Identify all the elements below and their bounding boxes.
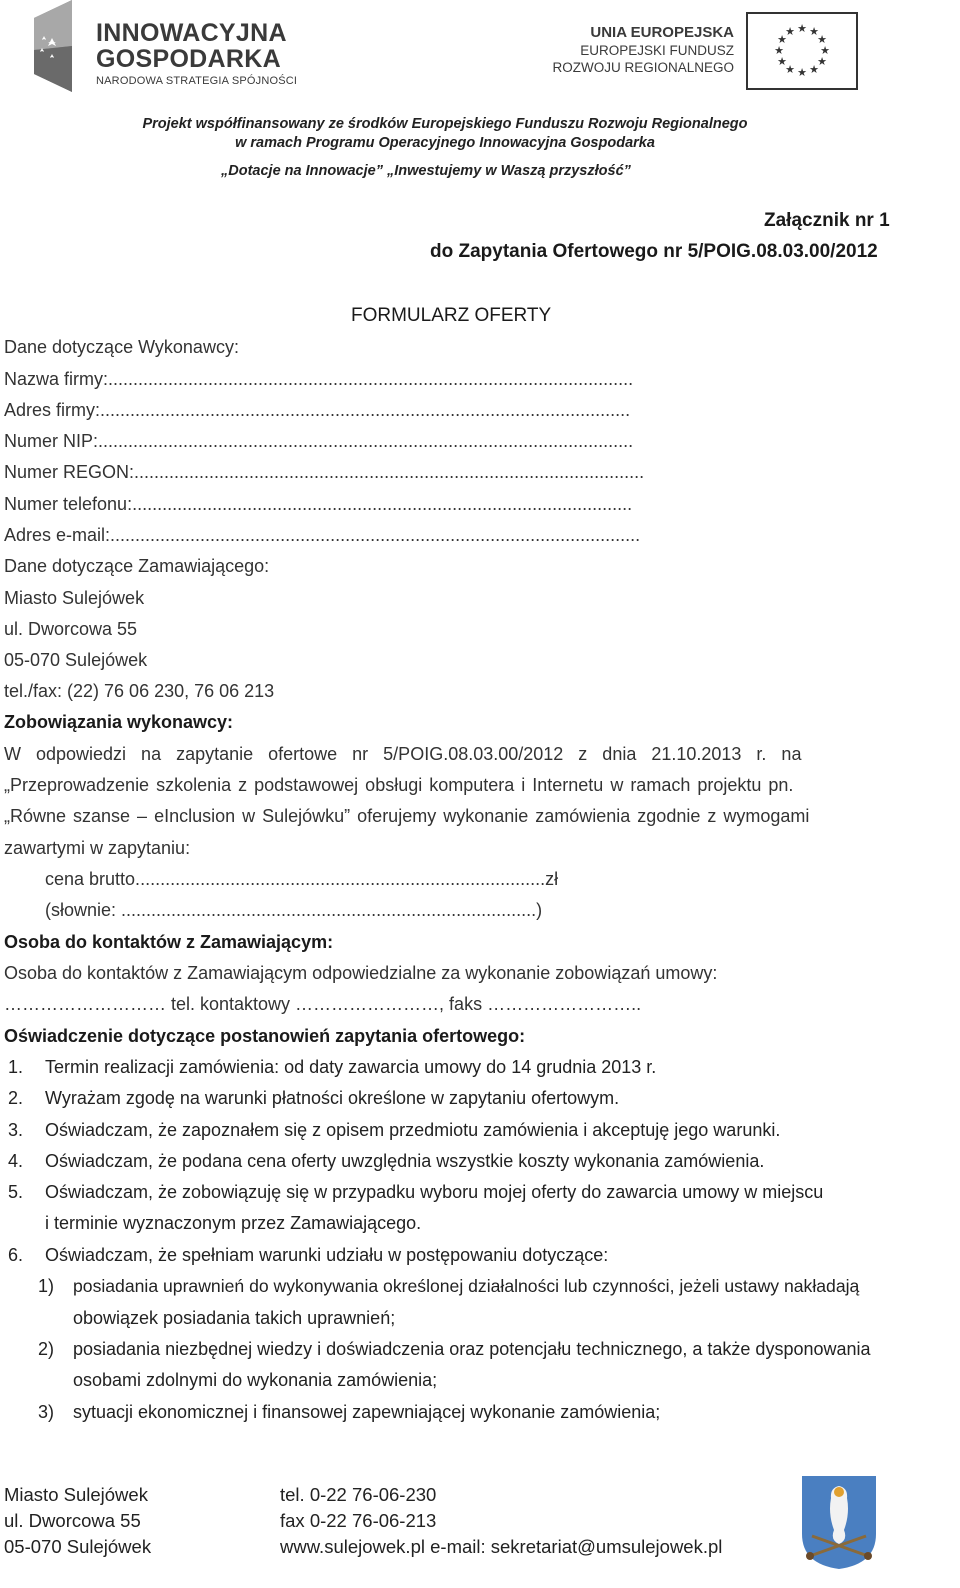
form-title: FORMULARZ OFERTY — [351, 305, 552, 326]
logo-ue-line3: ROZWOJU REGIONALNEGO — [552, 60, 734, 75]
client-line: Miasto Sulejówek — [4, 588, 145, 608]
project-line-1: Projekt współfinansowany ze środków Europejskiego Funduszu Rozwoju Regionalnego — [142, 116, 748, 132]
annex-reference: do Zapytania Ofertowego nr 5/POIG.08.03.00/2012 — [430, 241, 878, 262]
list-item-number: 4. — [8, 1151, 24, 1171]
logo-ig-line3: NARODOWA STRATEGIA SPÓJNOŚCI — [96, 75, 298, 87]
footer-contact — [280, 1482, 722, 1560]
client-line: tel./fax: (22) 76 06 230, 76 06 213 — [4, 681, 275, 701]
field-company-address: Adres firmy:.......................................................................................................... — [4, 400, 631, 420]
sublist-item-number: 2) — [38, 1339, 55, 1359]
field-regon: Numer REGON:...................................................................................................... — [4, 462, 645, 482]
logo-ue-line1: UNIA EUROPEJSKA — [590, 24, 734, 41]
list-item-continuation: i terminie wyznaczonym przez Zamawiającego. — [45, 1213, 422, 1233]
innowacyjna-gospodarka-logo — [18, 0, 318, 95]
svg-text:★: ★ — [774, 44, 784, 57]
svg-text:★: ★ — [797, 22, 807, 35]
field-company-name: Nazwa firmy:......................................................................................................... — [4, 369, 634, 389]
obligations-heading: Zobowiązania wykonawcy: — [4, 712, 234, 732]
list-item: Wyrażam zgodę na warunki płatności określone w zapytaniu ofertowym. — [45, 1088, 620, 1108]
list-item: Oświadczam, że spełniam warunki udziału w postępowaniu dotyczące: — [45, 1245, 609, 1265]
logo-ig-line2: GOSPODARKA — [96, 45, 281, 73]
list-item: Termin realizacji zamówienia: od daty zawarcia umowy do 14 grudnia 2013 r. — [45, 1057, 657, 1077]
sublist-item-continuation: obowiązek posiadania takich uprawnień; — [73, 1308, 396, 1328]
sublist-item: posiadania niezbędnej wiedzy i doświadczenia oraz potencjału technicznego, a także dysponowania — [73, 1339, 871, 1359]
project-line-3: „Dotacje na Innowacje” „Inwestujemy w Waszą przyszłość” — [221, 163, 631, 179]
footer-web-email: www.sulejowek.pl e-mail: sekretariat@umsulejowek.pl — [280, 1536, 723, 1557]
obligations-paragraph-line: „Przeprowadzenie szkolenia z podstawowej obsługi komputera i Internetu w ramach projektu pn. — [4, 775, 794, 795]
footer-address — [4, 1482, 151, 1560]
obligations-paragraph-line: „Równe szanse – eInclusion w Sulejówku” oferujemy wykonanie zamówienia zgodnie z wymogami — [4, 806, 810, 826]
list-item: Oświadczam, że podana cena oferty uwzględnia wszystkie koszty wykonania zamówienia. — [45, 1151, 765, 1171]
svg-text:★: ★ — [809, 25, 819, 38]
contact-line: ……………………… tel. kontaktowy ……………………, faks …………………….. — [4, 994, 642, 1014]
sublist-item: posiadania uprawnień do wykonywania określonej działalności lub czynności, jeżeli ustawy nakładają — [73, 1276, 860, 1296]
price-gross-field: cena brutto..................................................................................zł — [45, 869, 559, 889]
svg-text:★: ★ — [777, 33, 787, 46]
footer-line: Miasto Sulejówek — [4, 1484, 148, 1505]
eu-logo — [548, 10, 868, 95]
price-words-field: (słownie: ...................................................................................) — [45, 900, 543, 920]
contact-heading: Osoba do kontaktów z Zamawiającym: — [4, 932, 334, 952]
sublist-item-number: 1) — [38, 1276, 55, 1296]
statement-heading: Oświadczenie dotyczące postanowień zapytania ofertowego: — [4, 1026, 526, 1046]
logo-ue-line2: EUROPEJSKI FUNDUSZ — [580, 43, 734, 58]
footer-phone: tel. 0-22 76-06-230 — [280, 1484, 437, 1505]
annex-number: Załącznik nr 1 — [764, 210, 890, 231]
sulejowek-crest-icon — [800, 1474, 878, 1570]
svg-text:★: ★ — [817, 33, 827, 46]
list-item-number: 5. — [8, 1182, 24, 1202]
svg-text:★: ★ — [809, 63, 819, 76]
svg-text:★: ★ — [785, 25, 795, 38]
svg-text:★: ★ — [797, 66, 807, 79]
field-email: Adres e-mail:.......................................................................................................... — [4, 525, 641, 545]
footer-fax: fax 0-22 76-06-213 — [280, 1510, 437, 1531]
client-heading: Dane dotyczące Zamawiającego: — [4, 556, 270, 576]
sublist-item-continuation: osobami zdolnymi do wykonania zamówienia; — [73, 1370, 438, 1390]
sublist-item-number: 3) — [38, 1402, 55, 1422]
svg-text:★: ★ — [785, 63, 795, 76]
list-item-number: 3. — [8, 1120, 24, 1140]
svg-text:★: ★ — [817, 55, 827, 68]
logo-ig-line1: INNOWACYJNA — [96, 19, 287, 47]
eu-flag-icon — [746, 12, 858, 90]
list-item-number: 1. — [8, 1057, 24, 1077]
contact-line: Osoba do kontaktów z Zamawiającym odpowiedzialne za wykonanie zobowiązań umowy: — [4, 963, 718, 983]
list-item: Oświadczam, że zapoznałem się z opisem przedmiotu zamówienia i akceptuję jego warunki. — [45, 1120, 781, 1140]
svg-text:★: ★ — [820, 44, 830, 57]
footer-line: 05-070 Sulejówek — [4, 1536, 152, 1557]
list-item-number: 2. — [8, 1088, 24, 1108]
client-line: ul. Dworcowa 55 — [4, 619, 138, 639]
contractor-heading: Dane dotyczące Wykonawcy: — [4, 337, 239, 357]
field-nip: Numer NIP:........................................................................................................... — [4, 431, 634, 451]
client-line: 05-070 Sulejówek — [4, 650, 148, 670]
obligations-paragraph-line: W odpowiedzi na zapytanie ofertowe nr 5/POIG.08.03.00/2012 z dnia 21.10.2013 r. na — [4, 744, 802, 764]
list-item: Oświadczam, że zobowiązuję się w przypadku wyboru mojej oferty do zawarcia umowy w miejscu — [45, 1182, 824, 1202]
ig-emblem-icon — [18, 0, 90, 92]
project-line-2: w ramach Programu Operacyjnego Innowacyjna Gospodarka — [235, 135, 655, 151]
sublist-item: sytuacji ekonomicznej i finansowej zapewniającej wykonanie zamówienia; — [73, 1402, 661, 1422]
list-item-number: 6. — [8, 1245, 24, 1265]
footer-line: ul. Dworcowa 55 — [4, 1510, 141, 1531]
field-phone: Numer telefonu:.................................................................................................... — [4, 494, 633, 514]
obligations-paragraph-line: zawartymi w zapytaniu: — [4, 838, 191, 858]
svg-text:★: ★ — [777, 55, 787, 68]
